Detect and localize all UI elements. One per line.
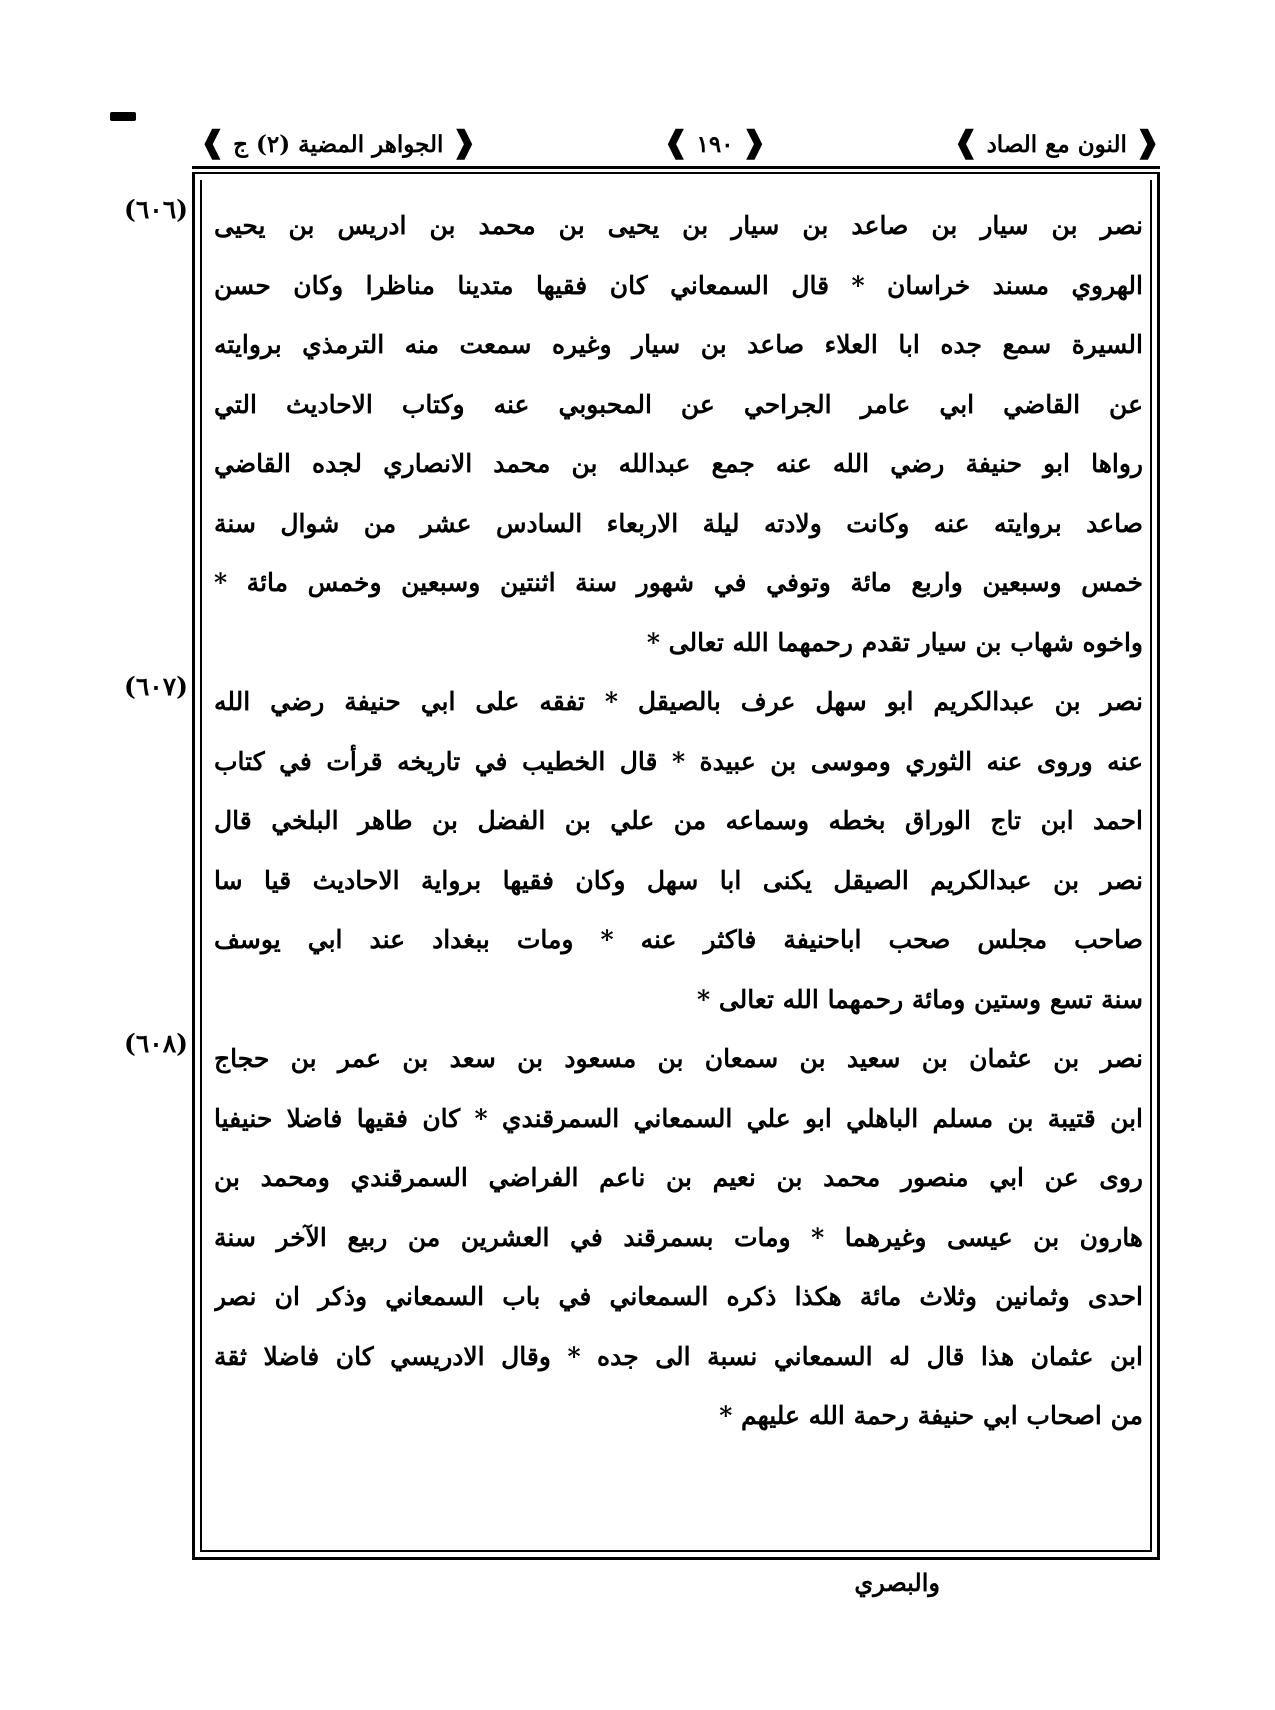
- entry-line: نصر بن عثمان بن سعيد بن سمعان بن مسعود بن سعد بن عمر بن حجاج: [214, 1044, 1143, 1073]
- frame-right-inner: [1150, 180, 1152, 1552]
- entry-line: ابن قتيبة بن مسلم الباهلي ابو علي السمعاني السمرقندي * كان فقيها فاضلا حنيفيا: [214, 1103, 1143, 1133]
- entry-line: روى عن ابي منصور محمد بن نعيم بن ناعم الفراضي السمرقندي ومحمد بن: [214, 1163, 1143, 1192]
- entry-line: عنه وروى عنه الثوري وموسى بن عبيدة * قال الخطيب في تاريخه قرأت في كتاب: [214, 746, 1143, 776]
- header-rule: [192, 172, 1160, 174]
- entry-606: [214, 196, 1143, 672]
- ornament-icon: ❱: [200, 124, 226, 160]
- entry-line: احمد ابن تاج الوراق بخطه وسماعه من علي بن الفضل بن طاهر البلخي قال: [214, 806, 1143, 835]
- entry-line: صاحب مجلس صحب اباحنيفة فاكثر عنه * ومات ببغداد عند ابي يوسف: [214, 925, 1143, 954]
- entry-line: صاعد بروايته عنه وكانت ولادته ليلة الاربعاء السادس عشر من شوال سنة: [214, 508, 1143, 538]
- ornament-icon: ❰: [1134, 124, 1160, 160]
- frame-right-outer: [1157, 172, 1160, 1560]
- entry-line: نصر بن سيار بن صاعد بن سيار بن يحيى بن محمد بن ادريس بن يحيى: [214, 211, 1143, 240]
- corner-mark: [110, 112, 136, 121]
- entry-line: السيرة سمع جده ابا العلاء صاعد بن سيار وغيره سمعت منه الترمذي بروايته: [214, 330, 1143, 359]
- entry-line: ابن عثمان هذا قال له السمعاني نسبة الى جده * وقال الادريسي كان فاضلا ثقة: [214, 1341, 1143, 1371]
- entry-line: الهروي مسند خراسان * قال السمعاني كان فقيها متدينا مناظرا وكان حسن: [214, 270, 1143, 300]
- header-rule: [192, 166, 1160, 169]
- header-page-number: ❰ ١٩٠ ❱: [663, 124, 767, 160]
- entry-line: نصر بن عبدالكريم ابو سهل عرف بالصيقل * تفقه على ابي حنيفة رضي الله: [214, 687, 1143, 716]
- entry-line: نصر بن عبدالكريم الصيقل يكنى ابا سهل وكان فقيها برواية الاحاديث قيا سا: [214, 865, 1143, 895]
- entry-number: (٦٠٨): [124, 1029, 188, 1058]
- entry-line: هارون بن عيسى وغيرهما * ومات بسمرقند في العشرين من ربيع الآخر سنة: [214, 1222, 1143, 1252]
- frame-left-outer: [192, 172, 195, 1560]
- ornament-icon: ❰: [741, 124, 767, 160]
- entries-body: [214, 196, 1143, 1710]
- entry-line: من اصحاب ابي حنيفة رحمة الله عليهم *: [719, 1401, 1143, 1430]
- ornament-icon: ❱: [663, 124, 689, 160]
- entry-line: سنة تسع وستين ومائة رحمهما الله تعالى *: [697, 984, 1143, 1014]
- header-book-title: ❰ الجواهر المضية (٢) ج ❱: [200, 124, 477, 160]
- ornament-icon: ❱: [953, 124, 979, 160]
- entry-608: [214, 1029, 1143, 1446]
- entry-line: عن القاضي ابي عامر الجراحي عن المحبوبي عنه وكتاب الاحاديث التي: [214, 389, 1143, 419]
- frame-left-inner: [200, 180, 202, 1552]
- entry-line: واخوه شهاب بن سيار تقدم رحمهما الله تعالى *: [646, 627, 1143, 657]
- catchword: والبصري: [854, 1568, 940, 1597]
- entry-line: خمس وسبعين واربع مائة وتوفي في شهور سنة اثنتين وسبعين وخمس مائة *: [214, 568, 1143, 597]
- entry-number: (٦٠٦): [124, 195, 188, 224]
- entry-line: رواها ابو حنيفة رضي الله عنه جمع عبدالله بن محمد الانصاري لجده القاضي: [214, 449, 1143, 478]
- entry-number: (٦٠٧): [124, 672, 188, 701]
- entry-607: [214, 672, 1143, 1029]
- header-chapter-title: ❰ النون مع الصاد ❱: [953, 124, 1160, 160]
- running-header: [200, 118, 1160, 166]
- ornament-icon: ❰: [451, 124, 477, 160]
- entry-line: احدى وثمانين وثلاث مائة هكذا ذكره السمعاني في باب السمعاني وذكر ان نصر: [214, 1282, 1143, 1311]
